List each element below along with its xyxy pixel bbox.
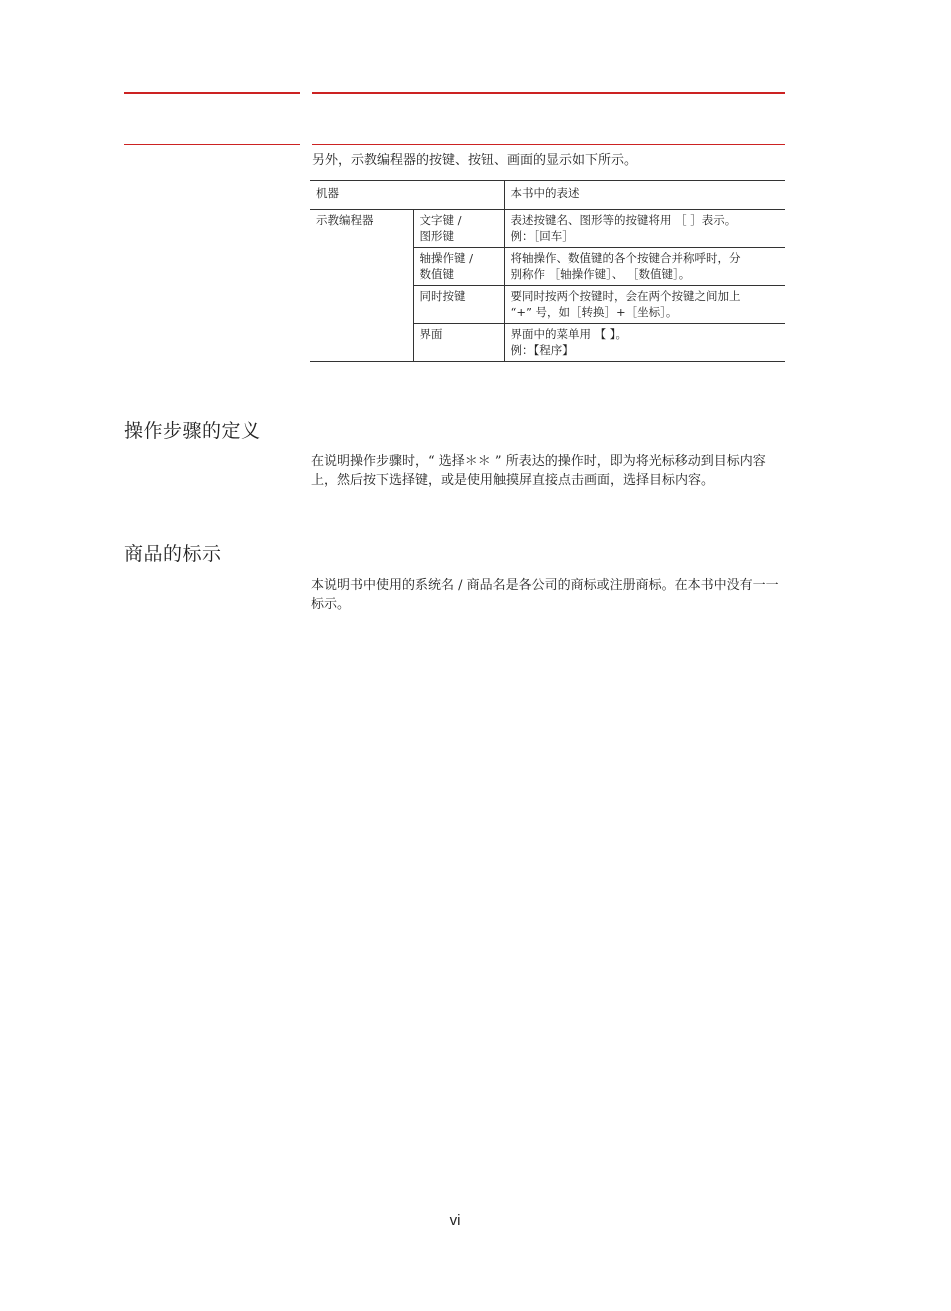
table-desc-cell: 要同时按两个按键时，会在两个按键之间加上 “+” 号，如［转换］+［坐标］。 (504, 286, 785, 324)
table-row (310, 210, 785, 248)
table-desc-cell: 表述按键名、图形等的按键将用 ［ ］表示。 例：［回车］ (504, 210, 785, 248)
notation-table (310, 180, 785, 362)
table-item-cell: 界面 (413, 324, 504, 362)
table-item-cell: 文字键 / 图形键 (413, 210, 504, 248)
header-rule-right (312, 92, 785, 94)
section-body-procedure: 在说明操作步骤时，“ 选择＊＊ ” 所表达的操作时，即为将光标移动到目标内容上，然后按下选择键，或是使用触摸屏直接点击画面，选择目标内容。 (311, 454, 766, 488)
section-rule-left (124, 144, 300, 145)
table-item-cell: 同时按键 (413, 286, 504, 324)
table-header-machine: 机器 (310, 181, 504, 210)
intro-text: 另外，示教编程器的按键、按钮、画面的显示如下所示。 (312, 153, 638, 168)
table-header-description: 本书中的表述 (504, 181, 785, 210)
table-item-cell: 轴操作键 / 数值键 (413, 248, 504, 286)
table-desc-cell: 界面中的菜单用 【 】。 例：【程序】 (504, 324, 785, 362)
section-rule-right (312, 144, 785, 145)
table-device-cell: 示教编程器 (310, 210, 413, 362)
table-header-row (310, 181, 785, 210)
header-rule-left (124, 92, 300, 94)
section-body-trademark: 本说明书中使用的系统名 / 商品名是各公司的商标或注册商标。在本书中没有一一标示。 (311, 578, 779, 612)
table-desc-cell: 将轴操作、数值键的各个按键合并称呼时，分 别称作 ［轴操作键］、 ［数值键］。 (504, 248, 785, 286)
section-heading-trademark: 商品的标示 (124, 543, 222, 565)
section-heading-procedure: 操作步骤的定义 (124, 420, 261, 442)
page-number: vi (449, 1212, 461, 1229)
